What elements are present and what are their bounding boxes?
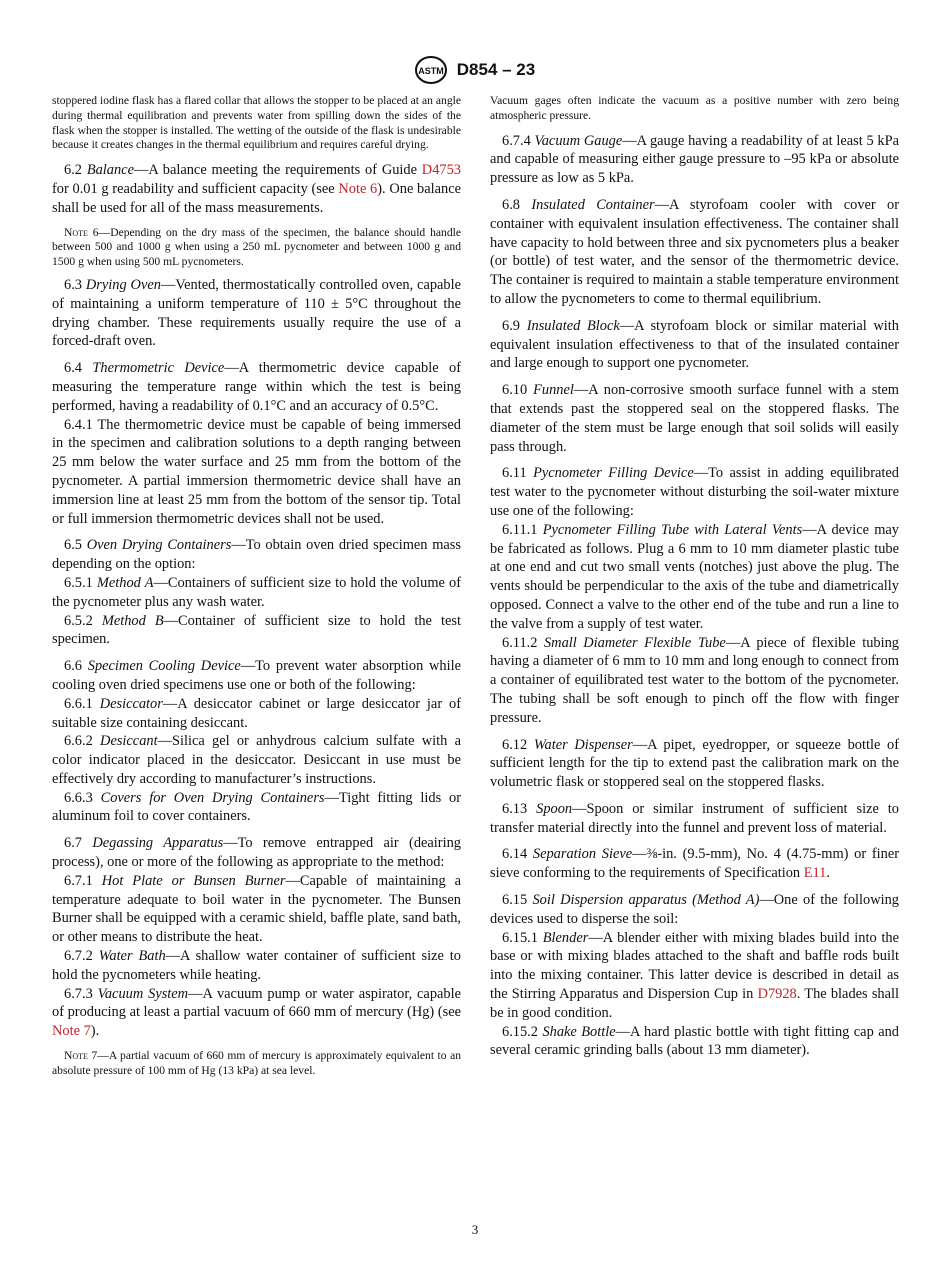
ref-e11-link[interactable]: E11: [803, 865, 827, 882]
astm-logo-icon: [415, 56, 447, 84]
page-header: [0, 56, 950, 84]
note-7-continued: Vacuum gages often indicate the vacuum as a positive number with zero being atmospheric pressure.: [490, 94, 899, 122]
section-6-12: 6.12 Water Dispenser—A pipet, eyedropper, or squeeze bottle of sufficient length for the tip to extend past the calibration mark on the volumetric flask or stoppered seal on the stoppered flasks.: [490, 736, 899, 791]
section-6-15-2: 6.15.2 Shake Bottle—A hard plastic bottle with tight fitting cap and several ceramic grinding balls (about 13 mm diameter).: [490, 1023, 899, 1059]
page-number: 3: [471, 1222, 479, 1237]
section-6-5: 6.5 Oven Drying Containers—To obtain oven dried specimen mass depending on the option:: [52, 537, 461, 573]
ref-d4753-link[interactable]: D4753: [421, 162, 461, 179]
section-6-7: 6.7 Degassing Apparatus—To remove entrapped air (deairing process), one or more of the following as appropriate to the method:: [52, 835, 461, 871]
section-6-5-1: 6.5.1 Method A—Containers of sufficient size to hold the volume of the pycnometer plus any wash water.: [52, 574, 461, 610]
section-6-2: 6.2 Balance—A balance meeting the requirements of Guide D4753 for 0.01 g readability and sufficient capacity (see Note 6). One balance shall be used for all of the mass measurements.: [52, 162, 461, 216]
section-6-8: 6.8 Insulated Container—A styrofoam cooler with cover or container with equivalent insulation effectiveness. The container shall have capacity to hold between three and six pycnometers plus a beaker (or bottle) of test water, and the sensor of the thermometric device. The container is required to maintain a stable temperature environment to allow the pycnometers to come to thermal equilibrium.: [490, 196, 899, 307]
section-6-15-1: 6.15.1 Blender—A blender either with mixing blades build into the base or with mixing blades attached to the shaft and baffle rods built into the mixing container. This latter device is described in detail as the Stirring Apparatus and Dispersion Cup in D7928. The blades shall be in good condition.: [490, 929, 899, 1021]
ref-note-7-link[interactable]: Note 7: [52, 1023, 91, 1040]
section-6-7-2: 6.7.2 Water Bath—A shallow water container of sufficient size to hold the pycnometers while heating.: [52, 948, 461, 983]
note-7: Note 7—A partial vacuum of 660 mm of mercury is approximately equivalent to an absolute pressure of 100 mm of Hg (13 kPa) at sea level.: [52, 1049, 462, 1077]
section-6-6-3: 6.6.3 Covers for Oven Drying Containers—Tight fitting lids or aluminum foil to cover containers.: [52, 789, 461, 825]
section-6-11-2: 6.11.2 Small Diameter Flexible Tube—A piece of flexible tubing having a diameter of 6 mm to 10 mm and long enough to connect from a container of equilibrated test water to the bottom of the pycnometer. The tubing shall be soft enough to pinch off the flow with finger pressure.: [490, 634, 899, 726]
ref-d7928-link[interactable]: D7928: [757, 986, 797, 1003]
section-6-7-4: 6.7.4 Vacuum Gauge—A gauge having a readability of at least 5 kPa and capable of measuring either gauge pressure to –95 kPa or absolute pressure as low as 5 kPa.: [490, 132, 899, 187]
standard-designation: D854 – 23: [456, 60, 536, 79]
right-column: [490, 94, 899, 1060]
note-6: Note 6—Depending on the dry mass of the specimen, the balance should handle between 500 and 1000 g when using a 250 mL pycnometer and between 1000 g and 1500 g when using 500 mL pycnometers.: [52, 225, 462, 269]
section-6-7-1: 6.7.1 Hot Plate or Bunsen Burner—Capable of maintaining a temperature adequate to boil water in the pycnometer. The Bunsen Burner shall be equipped with a ceramic shield, baffle plate, sand bath, or other means to distribute the heat.: [52, 872, 461, 946]
section-6-6-1: 6.6.1 Desiccator—A desiccator cabinet or large desiccator jar of suitable size containing desiccant.: [52, 695, 461, 731]
section-6-9: 6.9 Insulated Block—A styrofoam block or similar material with equivalent insulation effectiveness to that of the insulated container and large enough to support one pycnometer.: [490, 317, 899, 372]
ref-note-6-link[interactable]: Note 6: [338, 180, 378, 197]
section-6-6-2: 6.6.2 Desiccant—Silica gel or anhydrous calcium sulfate with a color indicator placed in the desiccator. Desiccant in use must be effectively dry according to manufacturer’s instructions.: [52, 733, 461, 787]
left-column: [52, 94, 461, 1085]
section-6-13: 6.13 Spoon—Spoon or similar instrument of sufficient size to transfer material directly into the funnel and prevent loss of material.: [490, 800, 899, 836]
intro-paragraph: stoppered iodine flask has a flared collar that allows the stopper to be placed at an angle during thermal equilibration and prevents water from spilling down the sides of the flask when the stopper is installed. The wetting of the outside of the flask is undesirable because it creates changes in the thermal equilibrium and requires careful drying.: [52, 94, 461, 152]
section-6-4: 6.4 Thermometric Device—A thermometric device capable of measuring the temperature range within which the test is being performed, having a readability of 0.1°C and an accuracy of 0.5°C.: [52, 360, 461, 414]
section-6-11-1: 6.11.1 Pycnometer Filling Tube with Lateral Vents—A device may be fabricated as follows. Plug a 6 mm to 10 mm diameter plastic tube at one end and cut two small vents (notches) just above the plug. The vents should be perpendicular to the axis of the tube and diametrically opposed. Connect a valve to the other end of the tube and run a line to the valve from a supply of test water.: [490, 521, 899, 632]
section-6-4-1: 6.4.1 The thermometric device must be capable of being immersed in the specimen and calibration solutions to a depth ranging between 25 mm below the water surface and 25 mm from the bottom of the pycnometer. A partial immersion thermometric device shall have an immersion line at least 25 mm from the bottom of the sensor tip. Total or full immersion thermometric devices shall not be used.: [52, 416, 461, 527]
section-6-7-3: 6.7.3 Vacuum System—A vacuum pump or water aspirator, capable of producing at least a partial vacuum of 660 mm of mercury (Hg) (see Note 7).: [52, 985, 461, 1040]
section-6-11: 6.11 Pycnometer Filling Device—To assist in adding equilibrated test water to the pycnometer without disturbing the soil-water mixture use one of the following:: [490, 465, 899, 519]
section-6-15: 6.15 Soil Dispersion apparatus (Method A)—One of the following devices used to disperse the soil:: [490, 892, 899, 927]
svg-text:ASTM: ASTM: [418, 66, 444, 76]
section-6-14: 6.14 Separation Sieve—⅜-in. (9.5-mm), No. 4 (4.75-mm) or finer sieve conforming to the requirements of Specification E11.: [490, 846, 900, 882]
section-6-3: 6.3 Drying Oven—Vented, thermostatically controlled oven, capable of maintaining a uniform temperature of 110 ± 5°C throughout the drying chamber. These requirements usually require the use of a forced-draft oven.: [52, 276, 461, 350]
section-6-6: 6.6 Specimen Cooling Device—To prevent water absorption while cooling oven dried specimens use one or both of the following:: [52, 658, 461, 693]
section-6-10: 6.10 Funnel—A non-corrosive smooth surface funnel with a stem that extends past the stoppered seal on the stoppered flasks. The diameter of the stem must be large enough that soil solids will easily pass through.: [490, 382, 899, 455]
section-6-5-2: 6.5.2 Method B—Container of sufficient size to hold the test specimen.: [52, 612, 461, 648]
